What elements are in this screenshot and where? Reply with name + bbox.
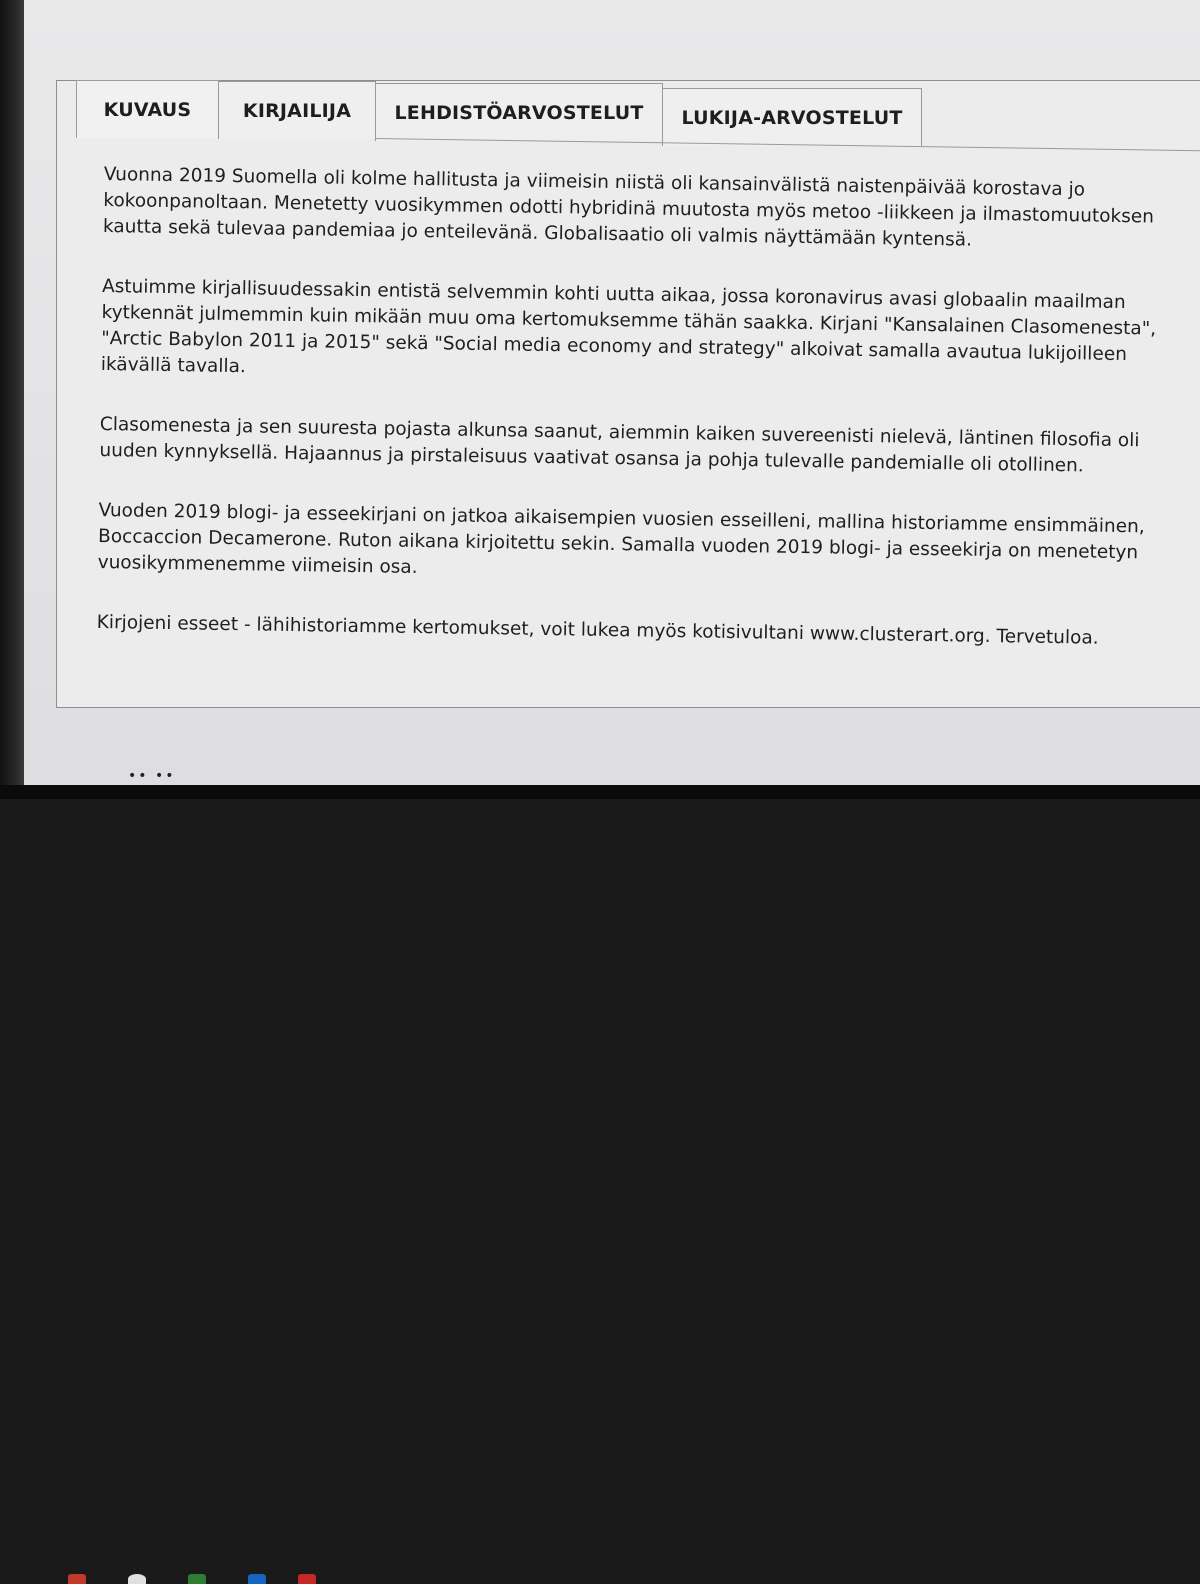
description-content (96, 162, 1164, 687)
app-icon[interactable] (248, 1574, 266, 1584)
tab-lukija-arvostelut[interactable] (662, 88, 922, 146)
tab-bar (76, 80, 921, 138)
browser-icon[interactable] (128, 1574, 146, 1584)
tab-kirjailija[interactable] (218, 81, 376, 139)
description-paragraph: Vuoden 2019 blogi- ja esseekirjani on jatkoa aikaisempien vuosien esseilleni, mallina historiamme ensimmäinen, Boccaccion Decamerone. Ruton aikana kirjoitettu sekin. Samalla vuoden 2019 blogi- ja esseekirja on menetetyn vuosikymmenemme viimeisin osa. (97, 499, 1145, 578)
description-paragraph: Astuimme kirjallisuudessakin entistä selvemmin kohti uutta aikaa, jossa koronavirus avasi globaalin maailman kytkennät julmemmin kuin mikään muu oma kertomuksemme tähän saakka. Kirjani "Kansalainen Clasomenesta", "Arctic Babylon 2011 ja 2015" sekä "Social media economy and strategy" alkoivat samalla avautua lukijoilleen ikävällä tavalla. (100, 275, 1157, 378)
description-paragraph: Vuonna 2019 Suomella oli kolme hallitusta ja viimeisin niistä oli kansainvälistä naistenpäivää korostava jo kokoonpanoltaan. Menetetty vuosikymmen odotti hybridinä muutosta myös metoo -liikkeen ja ilmastomuutoksen kautta sekä tulevaa pandemiaa jo enteilevänä. Globalisaatio oli valmis näyttämään kyntensä. (102, 163, 1155, 251)
description-paragraph: Clasomenesta ja sen suuresta pojasta alkunsa saanut, aiemmin kaiken suvereenisti nielevä, läntinen filosofia oli uuden kynnyksellä. Hajaannus ja pirstaleisuus vaativat osansa ja pohja tulevalle pandemialle oli otollinen. (99, 413, 1140, 477)
tab-lehdistoarvostelut[interactable] (375, 83, 663, 141)
pagination-dots[interactable]: •• •• (128, 768, 176, 784)
tab-label: KIRJAILIJA (242, 99, 352, 122)
tab-label: LUKIJA-ARVOSTELUT (681, 106, 903, 129)
taskbar (0, 785, 1200, 799)
tab-label: KUVAUS (103, 98, 192, 121)
app-icon[interactable] (68, 1574, 86, 1584)
description-paragraph: Kirjojeni esseet - lähihistoriamme kertomukset, voit lukea myös kotisivultani www.clusterart.org. Tervetuloa. (96, 611, 1099, 649)
app-icon[interactable] (298, 1574, 316, 1584)
tab-kuvaus[interactable] (76, 80, 219, 138)
monitor-bezel (0, 0, 24, 785)
browser-viewport (0, 0, 1200, 785)
tab-label: LEHDISTÖARVOSTELUT (394, 101, 644, 124)
app-icon[interactable] (188, 1574, 206, 1584)
